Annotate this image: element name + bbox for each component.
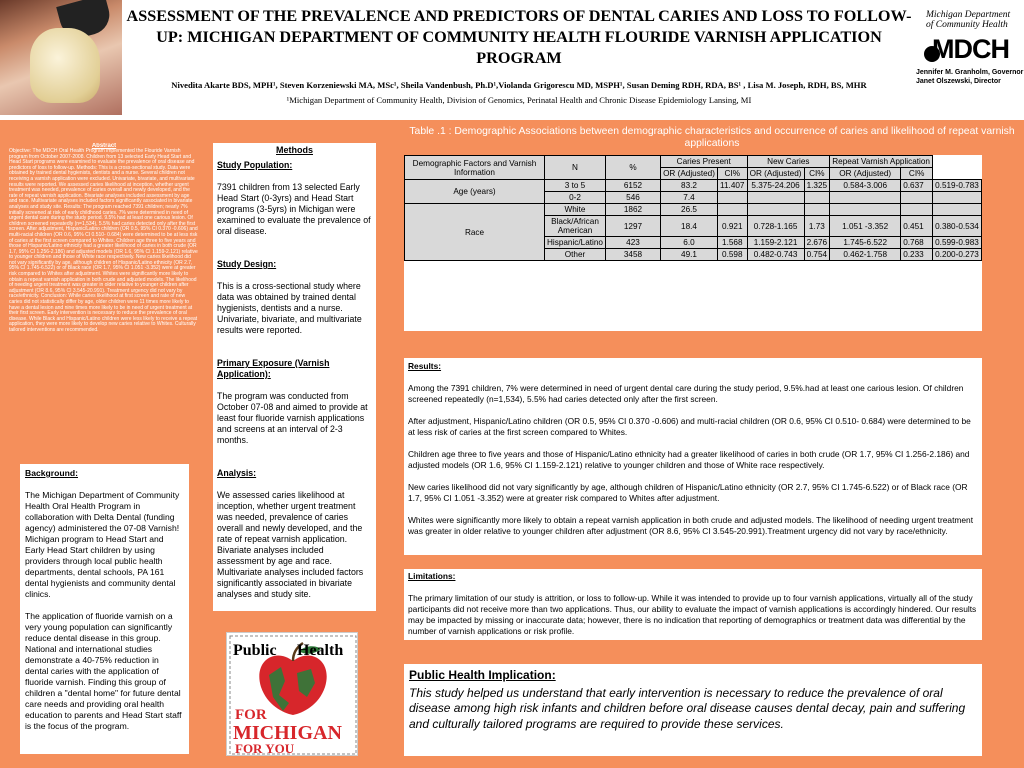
table-title: Table .1 : Demographic Associations between demographic characteristics and occurrence of caries and likelihood of repeat varnish applications — [409, 126, 1015, 149]
tooth-photo — [0, 0, 122, 115]
logo-mark-text: MDCH — [932, 34, 1009, 64]
author-list: Nivedita Akarte BDS, MPH¹, Steven Korzeniewski MA, MSc¹, Sheila Vandenbush, Ph.D¹,Violanda Grigorescu MD, MSPH¹, Susan Deming RDH, RDA, BS¹ , Lisa M. Joseph, RDH, BS, MHR — [171, 80, 867, 90]
table-row — [405, 204, 982, 216]
background-heading: Background: — [25, 468, 78, 478]
study-population-heading: Study Population: — [217, 160, 293, 170]
logo-director: Janet Olszewski, Director — [916, 78, 1001, 85]
abstract-text: Objective: The MDCH Oral Health Program implemented the Flouride Varnish program from October 2007-2008. Children from 13 selected Early Head Start and Head Start programs were examined to evaluate the prevalence of oral disease and predictors of loss to follow-up. Methods: This is a cross-sectional study. Data were obtained by trained dental hygienists, dentists and a nurse. Several children not receiving a varnish application were excluded. Univariate, bivariate, and multivariate results were reported. We assessed caries likelihood at inception, whether urgent treatment was needed, prevalence of caries overall and newly developed, and the rate of repeat varnish application. Bivariate analyses included assessment by age and race. Multivariate analyses included factors significantly associated in bivariate analyses and study site. Results: The program reached 7391 children; nearly 7% initially screened at risk of early childhood caries. 7% were determined in need of urgent dental care during the study period. 9.5% had at least one carious lesion. Of children screened repeatedly (n=1,534), 5.5% had caries detected only after the first screen. After adjustment, Hispanic/Latino children (OR 0.5, 95% CI 0.370 -0.606) and multi-racial children (OR 0.6, 95% CI 0.510- 0.684) were determined to be at less risk of caries at the first screen compared to Whites. Children age three to five years and those of Hispanic/Latino ethnicity had a greater likelihood of caries in both crude (OR 1.7, 95% CI 1.256-2.186) and adjusted models (OR 1.6, 95% CI 1.159-2.121) relative to younger children and those of White race respectively. New caries likelihood did not vary significantly by age, although children of Hispanic/Latino ethnicity (OR 2.7, 95% CI 1.745-6.522) or of Black race (OR 1.7, 95% CI 1.051 -3.352) were at greater risk compared to Whites after adjustment. Whites were significantly more likely to obtain a repeat varnish application in both crude and adjusted models. The likelihood of needing urgent treatment was greater in older relative to younger children after adjustment (OR 8.6, 95% CI 3.545-20.991). Treatment urgency did not vary by race/ethnicity. Conclusion: While caries likelihood at first screen and rate of new caries did not statistically differ by age, older children were 11 times more likely to have a dental lesion and nine times more likely to be in need of urgent treatment at their first screen. Early intervention is necessary to reduce the prevalence of oral disease. While Black and Hispanic/Latino children were less likely to receive a repeat application, they were more likely to develop new caries relative to Whites. Culturally tailored interventions are recommended. — [9, 148, 198, 333]
cell-pct: 18.4 — [660, 216, 717, 237]
row-label: 3 to 5 — [545, 180, 606, 192]
cell-pct: 49.1 — [660, 249, 717, 261]
background-paragraph-2: The application of fluoride varnish on a very young population can significantly reduce dental disease in this group. National and international studies demonstrate a 40-75% reduction in dental caries with the application of fluoride varnish. Finding this group of children a "dental home" for future dental care needs and providing oral health education to parents and Head Start staff is the focus of the program. — [25, 611, 182, 731]
cell-ci3: 0.519-0.783 — [933, 180, 982, 192]
col-header-new-caries: New Caries — [747, 156, 830, 168]
cell-or2: 1.325 — [804, 180, 830, 192]
cell-ci1: 0.482-0.743 — [747, 249, 804, 261]
cell-ci3 — [933, 204, 982, 216]
poster-title: ASSESSMENT OF THE PREVALENCE AND PREDICTORS OF DENTAL CARIES AND LOSS TO FOLLOW-UP: MICHIGAN DEPARTMENT OF COMMUNITY HEALTH FLOURIDE VARNISH APPLICATION PROGRAM — [126, 7, 912, 67]
cell-or3: 0.768 — [901, 237, 933, 249]
col-header-or-3: OR (Adjusted) — [830, 168, 901, 180]
analysis-heading: Analysis: — [217, 468, 257, 478]
cell-or2: 1.73 — [804, 216, 830, 237]
primary-exposure-heading: Primary Exposure (Varnish Application): — [217, 358, 330, 379]
cell-ci2 — [830, 192, 901, 204]
cell-ci2 — [830, 204, 901, 216]
row-label: Other — [545, 249, 606, 261]
demographics-table — [404, 155, 982, 331]
col-header-repeat-varnish: Repeat Varnish Application — [830, 156, 933, 168]
tooth-shape — [30, 28, 100, 103]
results-paragraph-5: Whites were significantly more likely to obtain a repeat varnish application in both crude and adjusted models. The likelihood of needing urgent treatment was greater in older relative to younger children after adjustment (OR 8.6, 95% CI 3.545-20.991).Treatment urgency did not vary by race/ethnicity. — [408, 515, 974, 536]
cell-ci1 — [747, 192, 804, 204]
cell-pct: 83.2 — [660, 180, 717, 192]
cell-or2 — [804, 192, 830, 204]
results-paragraph-1: Among the 7391 children, 7% were determined in need of urgent dental care during the study period, 9.5%.had at least one carious lesion. Of children screened repeatedly (n=1,534), 5.5% had caries detected only after the first screen. — [408, 383, 964, 404]
cell-or3: 0.233 — [901, 249, 933, 261]
col-header-ci-2: CI% — [804, 168, 830, 180]
results-paragraph-3: Children age three to five years and those of Hispanic/Latino ethnicity had a greater likelihood of caries in both crude (OR 1.7, 95% CI 1.256-2.186) and adjusted models (OR 1.6, 95% CI 1.159-2.121) relative to younger children and those of White race respectively. — [408, 449, 970, 470]
cell-ci1: 1.159-2.121 — [747, 237, 804, 249]
col-header-n: N — [545, 156, 606, 180]
cell-or1 — [718, 192, 748, 204]
background-paragraph-1: The Michigan Department of Community Health Oral Health Program in collaboration with Delta Dental (funding agency) administered the 07-08 Varnish! Michigan program to Head Start and Early Head Start children by using providers through local public health departments, dental schools, PA 161 dental hygienists and community dental clinics. — [25, 490, 180, 599]
public-health-for-michigan-logo — [226, 632, 358, 756]
poster-header — [0, 0, 1024, 120]
study-design-heading: Study Design: — [217, 259, 277, 269]
table-row — [405, 180, 982, 192]
affiliation: ¹Michigan Department of Community Health, Division of Genomics, Perinatal Health and Chronic Disease Epidemiology Lansing, MI — [286, 95, 752, 105]
cell-ci3: 0.380-0.534 — [933, 216, 982, 237]
methods-title: Methods — [276, 145, 313, 155]
cell-n: 3458 — [605, 249, 660, 261]
cell-or1 — [718, 204, 748, 216]
implication-panel — [404, 664, 982, 756]
row-label: Hispanic/Latino — [545, 237, 606, 249]
cell-ci3: 0.599-0.983 — [933, 237, 982, 249]
primary-exposure-text: The program was conducted from October 07-08 and aimed to provide at least four fluoride varnish applications and screens at an interval of 2-3 months. — [217, 391, 368, 445]
cell-n: 423 — [605, 237, 660, 249]
limitations-panel — [404, 569, 982, 640]
col-header-factors: Demographic Factors and Varnish Information — [405, 156, 545, 180]
col-header-ci-3: CI% — [901, 168, 933, 180]
group-race: Race — [405, 204, 545, 261]
results-paragraph-4: New caries likelihood did not vary significantly by age, although children of Hispanic/Latino ethnicity (OR 2.7, 95% CI 1.745-6.522) or of Black race (OR 1.7, 95% CI 1.051 -3.352) were at greater risk compared to Whites after adjustment. — [408, 482, 968, 503]
logo-michigan: MICHIGAN — [233, 722, 342, 744]
cell-pct: 6.0 — [660, 237, 717, 249]
cell-n: 546 — [605, 192, 660, 204]
cell-or3: 0.451 — [901, 216, 933, 237]
logo-public: Public — [233, 642, 277, 659]
cell-ci1: 5.375-24.206 — [747, 180, 804, 192]
cell-or3 — [901, 192, 933, 204]
cell-or2 — [804, 204, 830, 216]
cell-pct: 7.4 — [660, 192, 717, 204]
implication-heading: Public Health Implication: — [409, 668, 556, 682]
logo-for-you: FOR YOU — [235, 741, 295, 756]
cell-or2: 2.676 — [804, 237, 830, 249]
logo-org-line1: Michigan Department — [926, 10, 1011, 20]
limitations-heading: Limitations: — [408, 571, 456, 581]
logo-org-line2: of Community Health — [926, 20, 1008, 30]
analysis-text: We assessed caries likelihood at inception, whether urgent treatment was needed, prevalence of caries overall and newly developed, and the rate of repeat varnish application. Bivariate analyses included assessment by age and race. Multivariate analyses included factors significantly associated in bivariate analyses and study site. — [217, 490, 364, 599]
abstract-section — [9, 143, 199, 461]
cell-n: 6152 — [605, 180, 660, 192]
cell-or1: 0.598 — [718, 249, 748, 261]
row-label: 0-2 — [545, 192, 606, 204]
results-paragraph-2: After adjustment, Hispanic/Latino children (OR 0.5, 95% CI 0.370 -0.606) and multi-racial children (OR 0.6, 95% CI 0.510- 0.684) were determined to be at less risk of caries at the first screen compared to Whites. — [408, 416, 971, 437]
col-header-or-1: OR (Adjusted) — [660, 168, 717, 180]
cell-or3 — [901, 204, 933, 216]
logo-governor: Jennifer M. Granholm, Governor — [916, 69, 1024, 76]
row-label: Black/African American — [545, 216, 606, 237]
col-header-pct: % — [605, 156, 660, 180]
abstract-title: Abstract — [91, 143, 117, 149]
cell-or1: 1.568 — [718, 237, 748, 249]
cell-ci3 — [933, 192, 982, 204]
cell-ci2: 0.584-3.006 — [830, 180, 901, 192]
michigan-logo-graphic — [227, 633, 358, 756]
implication-text: This study helped us understand that early intervention is necessary to reduce the prevalence of oral disease among high risk infants and children before oral disease causes dental decay, pain and suffering and culturally tailored programs are required to provide these services. — [409, 685, 966, 731]
cell-pct: 26.5 — [660, 204, 717, 216]
mdch-logo — [916, 10, 1024, 105]
cell-or1: 0.921 — [718, 216, 748, 237]
col-header-ci-1: CI% — [718, 168, 748, 180]
cell-ci1 — [747, 204, 804, 216]
row-label: White — [545, 204, 606, 216]
cell-ci2: 1.051 -3.352 — [830, 216, 901, 237]
logo-mark — [924, 34, 1020, 68]
cell-ci2: 1.745-6.522 — [830, 237, 901, 249]
cell-ci2: 0.462-1.758 — [830, 249, 901, 261]
methods-panel — [213, 143, 376, 611]
logo-health: Health — [297, 642, 344, 659]
logo-for: FOR — [235, 707, 267, 723]
results-heading: Results: — [408, 361, 442, 371]
col-header-or-2: OR (Adjusted) — [747, 168, 804, 180]
cell-ci3: 0.200-0.273 — [933, 249, 982, 261]
cell-or2: 0.754 — [804, 249, 830, 261]
cell-n: 1862 — [605, 204, 660, 216]
results-panel — [404, 358, 982, 555]
cell-ci1: 0.728-1.165 — [747, 216, 804, 237]
limitations-text: The primary limitation of our study is attrition, or loss to follow-up. While it was intended to provide up to four varnish applications, virtually all of the study participants did not receive more than two applications. Thus, our ability to evaluate the impact of varnish applications is accordingly hindered. Our results may be impacted by missing or inaccurate data; however, there is no indication that reporting of demographics or treatment data was differential by the number of varnish applications or risk profile. — [408, 593, 977, 636]
cell-or1: 11.407 — [718, 180, 748, 192]
cell-n: 1297 — [605, 216, 660, 237]
study-population-text: 7391 children from 13 selected Early Head Start (0-3yrs) and Head Start programs (3-5yrs) in Michigan were examined to evaluate the prevalence of oral disease. — [217, 182, 371, 236]
background-panel — [20, 464, 189, 754]
cell-or3: 0.637 — [901, 180, 933, 192]
study-design-text: This is a cross-sectional study where data was obtained by trained dental hygienists, dentists and a nurse. Univariate, bivariate, and multivariate results were reported. — [217, 281, 362, 335]
col-header-caries-present: Caries Present — [660, 156, 747, 168]
group-age: Age (years) — [405, 180, 545, 204]
